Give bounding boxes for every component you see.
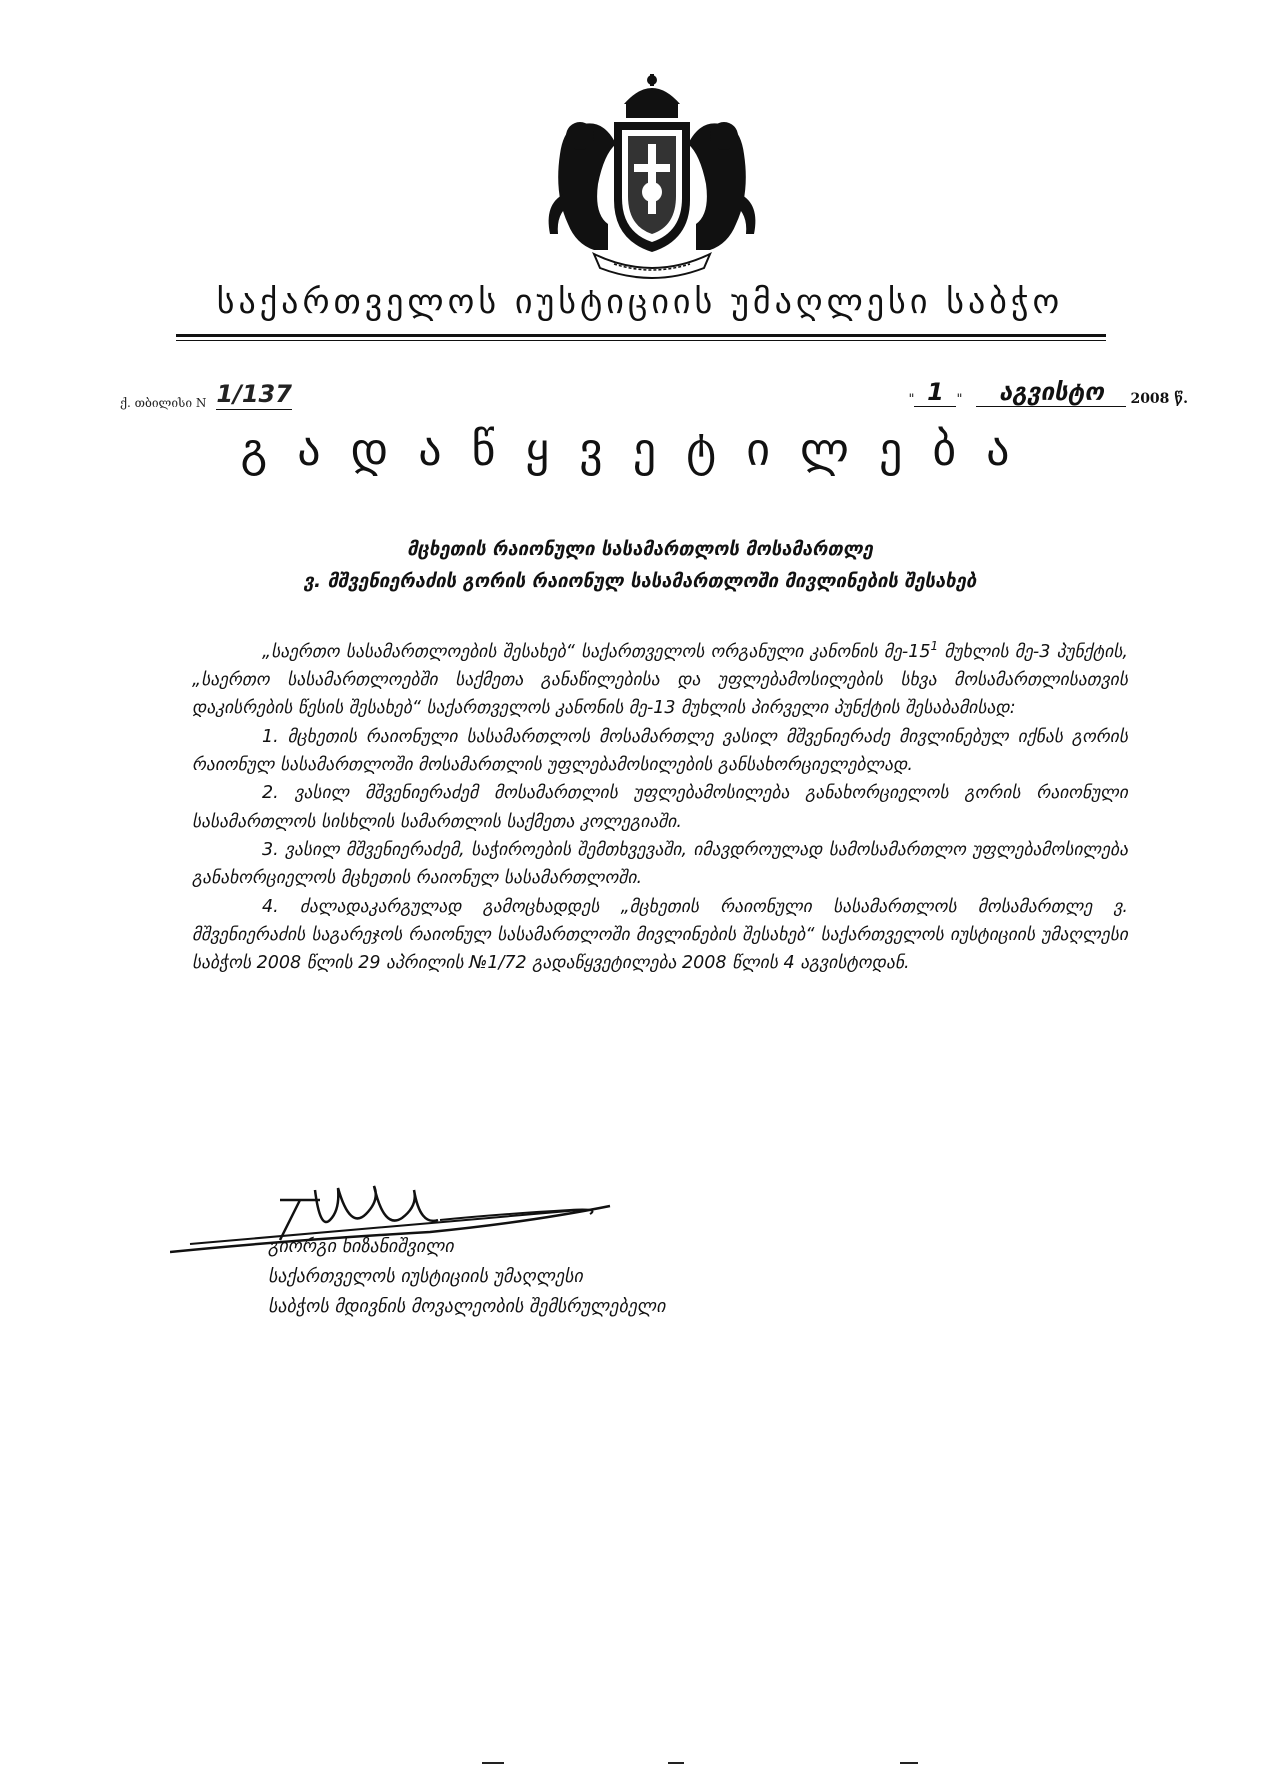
signer-role-line-2: საბჭოს მდივნის მოვალეობის შემსრულებელი	[268, 1296, 666, 1317]
document-subject	[180, 534, 1100, 598]
signer-block	[268, 1232, 665, 1322]
scan-mark	[482, 1762, 504, 1764]
document-date: " 1 " აგვისტო 2008 წ.	[908, 378, 1188, 407]
body-paragraph-2: 2. ვასილ მშვენიერაძემ მოსამართლის უფლებამოსილება განახორციელოს გორის რაიონული სასამართლოს სისხლის სამართლის საქმეთა კოლეგიაში.	[192, 783, 1128, 832]
header-rule-thin	[176, 340, 1106, 341]
number-label: ქ. თბილისი N	[120, 396, 207, 410]
subject-line-2: ვ. მშვენიერაძის გორის რაიონულ სასამართლოში მივლინების შესახებ	[303, 571, 977, 592]
signer-role-line-1: საქართველოს იუსტიციის უმაღლესი	[268, 1266, 583, 1287]
document-body	[192, 632, 1128, 977]
date-year: 2008 წ.	[1130, 391, 1188, 407]
document-number	[120, 380, 292, 410]
scan-mark	[668, 1762, 684, 1764]
body-paragraph-1: 1. მცხეთის რაიონული სასამართლოს მოსამართლე ვასილ მშვენიერაძე მივლინებულ იქნას გორის რაიონულ სასამართლოში მოსამართლის უფლებამოსილების განსახორციელებლად.	[192, 726, 1128, 776]
date-month: აგვისტო	[976, 378, 1126, 407]
organization-title: საქართველოს იუსტიციის უმაღლესი საბჭო	[216, 282, 1064, 322]
date-day: 1	[914, 378, 956, 407]
body-paragraph-preamble: „საერთო სასამართლოების შესახებ“ საქართველოს ორგანული კანონის $მე-15^1$ მუხლის მე-3 პუნქტის, „საერთო სასამართლოებში საქმეთა განაწილებისა და უფლებამოსილების სხვა მოსამართლისათვის დაკისრების წესის შესახებ“ საქართველოს კანონის მე-13 მუხლის პირველი პუნქტის შესაბამისად:	[192, 639, 1128, 719]
scan-mark	[900, 1762, 918, 1764]
coat-of-arms-icon	[524, 74, 780, 280]
body-paragraph-4: 4. ძალადაკარგულად გამოცხადდეს „მცხეთის რაიონული სასამართლოს მოსამართლე ვ. მშვენიერაძის საგარეჯოს რაიონულ სასამართლოში მივლინების შესახებ“ საქართველოს იუსტიციის უმაღლესი საბჭოს 2008 წლის 29 აპრილის №1/72 გადაწყვეტილება 2008 წლის 4 აგვისტოდან.	[192, 896, 1128, 974]
signer-name: გიორგი ხიზანიშვილი	[268, 1236, 454, 1257]
body-paragraph-3: 3. ვასილ მშვენიერაძემ, საჭიროების შემთხვევაში, იმავდროულად სამოსამართლო უფლებამოსილება განახორციელოს მცხეთის რაიონულ სასამართლოში.	[192, 839, 1128, 889]
document-heading: გადაწყვეტილება	[240, 422, 1040, 476]
header-rule-thick	[176, 334, 1106, 337]
number-value: 1/137	[216, 380, 292, 408]
subject-line-1: მცხეთის რაიონული სასამართლოს მოსამართლე	[407, 539, 873, 560]
